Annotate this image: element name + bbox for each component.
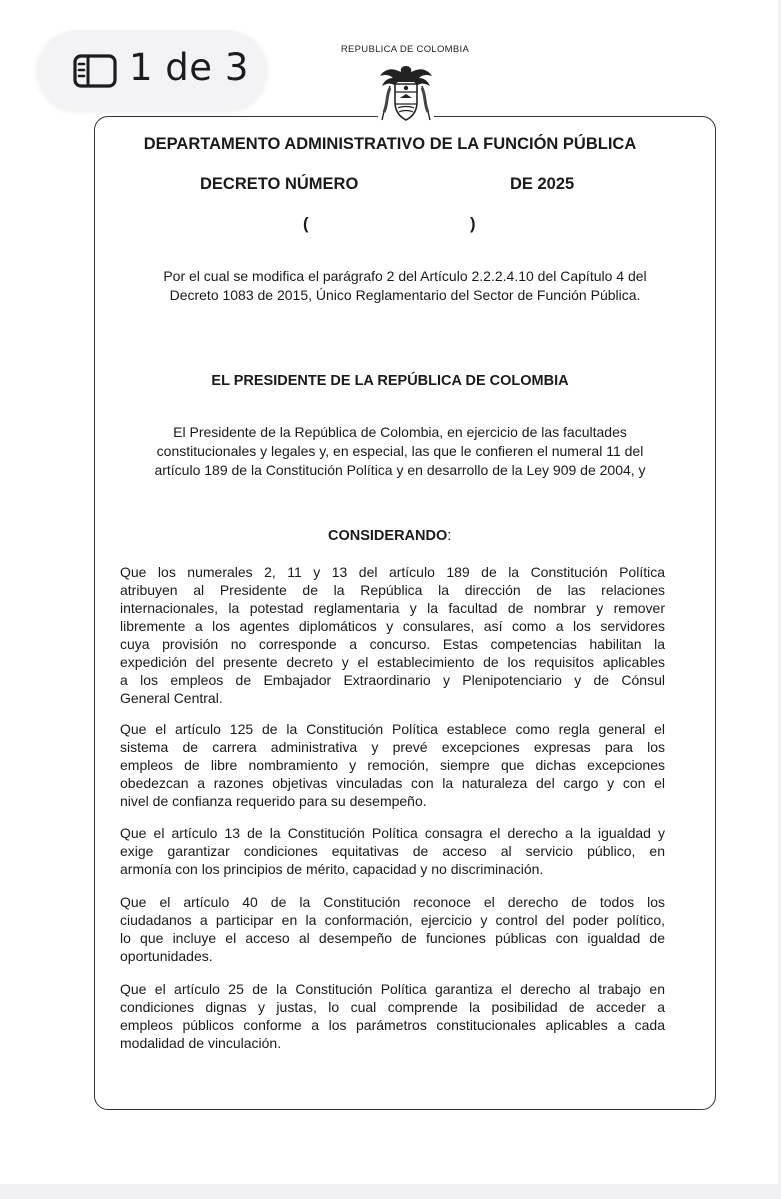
considerando-heading (328, 528, 451, 544)
paragraph-line: libremente a los agentes diplomáticos y consulares, así como a los servidores (120, 618, 665, 634)
paragraph-line: expedición del presente decreto y el establecimiento de los requisitos aplicables (120, 654, 665, 670)
paragraph-line: armonía con los principios de mérito, capacidad y no discriminación. (120, 861, 544, 877)
coat-of-arms-seal (378, 62, 434, 124)
paragraph-line: a los empleos de Embajador Extraordinario y Plenipotenciario y de Cónsul (120, 672, 665, 688)
paragraph-line: cuya provisión no corresponde a concurso. Estas competencias habilitan la (120, 636, 665, 652)
country-header: REPUBLICA DE COLOMBIA (340, 44, 470, 55)
paragraph-line: ciudadanos a participar en la conformación, ejercicio y control del poder político, (120, 912, 665, 928)
paragraph-line: Que el artículo 40 de la Constitución reconoce el derecho de todos los (120, 894, 665, 910)
paragraph-line: oportunidades. (120, 948, 213, 964)
preamble-line: constitucionales y legales y, en especial, las que le confieren el numeral 11 del (156, 443, 644, 459)
decree-subject-line: Por el cual se modifica el parágrafo 2 del Artículo 2.2.2.4.10 del Capítulo 4 del (163, 268, 647, 284)
paragraph-line: lo que incluye el acceso al desempeño de funciones públicas con igualdad de (120, 930, 665, 946)
sidebar-icon[interactable] (73, 54, 117, 88)
preamble-line: artículo 189 de la Constitución Política y en desarrollo de la Ley 909 de 2004, y (154, 462, 646, 478)
decree-date-close: ) (470, 215, 476, 233)
decree-date-open: ( (303, 215, 309, 233)
decree-number-label: DECRETO NÚMERO (200, 175, 359, 193)
decree-subject-line: Decreto 1083 de 2015, Único Reglamentario del Sector de Función Pública. (169, 287, 641, 303)
paragraph-line: nivel de confianza requerido para su desempeño. (120, 793, 427, 809)
paragraph-line: empleos públicos conforme a los parámetros constitucionales aplicables a cada (120, 1017, 665, 1033)
decree-year: DE 2025 (510, 175, 575, 193)
paragraph-line: atribuyen al Presidente de la República la dirección de las relaciones (120, 582, 665, 598)
paragraph-line: General Central. (120, 690, 223, 706)
considerando-paragraph (120, 893, 665, 965)
considerando-paragraph (120, 720, 665, 810)
paragraph-line: empleos de libre nombramiento y remoción, siempre que dichas excepciones (120, 757, 665, 773)
paragraph-line: Que los numerales 2, 11 y 13 del artículo 189 de la Constitución Política (120, 564, 665, 580)
paragraph-line: obedezcan a razones objetivas vinculadas con la naturaleza del cargo y con el (120, 775, 665, 791)
page-indicator-label: 1 de 3 (129, 46, 249, 89)
paragraph-line: condiciones dignas y justas, lo cual comprende la posibilidad de acceder a (120, 999, 665, 1015)
paragraph-line: modalidad de vinculación. (120, 1035, 282, 1051)
considerando-paragraph (120, 563, 665, 707)
president-title: EL PRESIDENTE DE LA REPÚBLICA DE COLOMBIA (211, 373, 569, 389)
paragraph-line: Que el artículo 25 de la Constitución Política garantiza el derecho al trabajo en (120, 981, 665, 997)
page-edge (0, 1184, 781, 1199)
department-title: DEPARTAMENTO ADMINISTRATIVO DE LA FUNCIÓN PÚBLICA (143, 135, 637, 153)
paragraph-line: exige garantizar condiciones equitativas de acceso al servicio público, en (120, 843, 665, 859)
paragraph-line: sistema de carrera administrativa y prevé excepciones expresas para los (120, 739, 665, 755)
paragraph-line: Que el artículo 13 de la Constitución Política consagra el derecho a la igualdad y (120, 825, 665, 841)
page-indicator[interactable] (37, 30, 267, 110)
paragraph-line: Que el artículo 125 de la Constitución Política establece como regla general el (120, 721, 665, 737)
paragraph-line: internacionales, la potestad reglamentaria y la facultad de nombrar y remover (120, 600, 665, 616)
considerando-label: CONSIDERANDO (328, 528, 448, 544)
considerando-colon: : (447, 528, 452, 544)
considerando-paragraph (120, 824, 665, 878)
considerando-paragraph (120, 980, 665, 1052)
preamble-line: El Presidente de la República de Colombia, en ejercicio de las facultades (173, 424, 627, 440)
